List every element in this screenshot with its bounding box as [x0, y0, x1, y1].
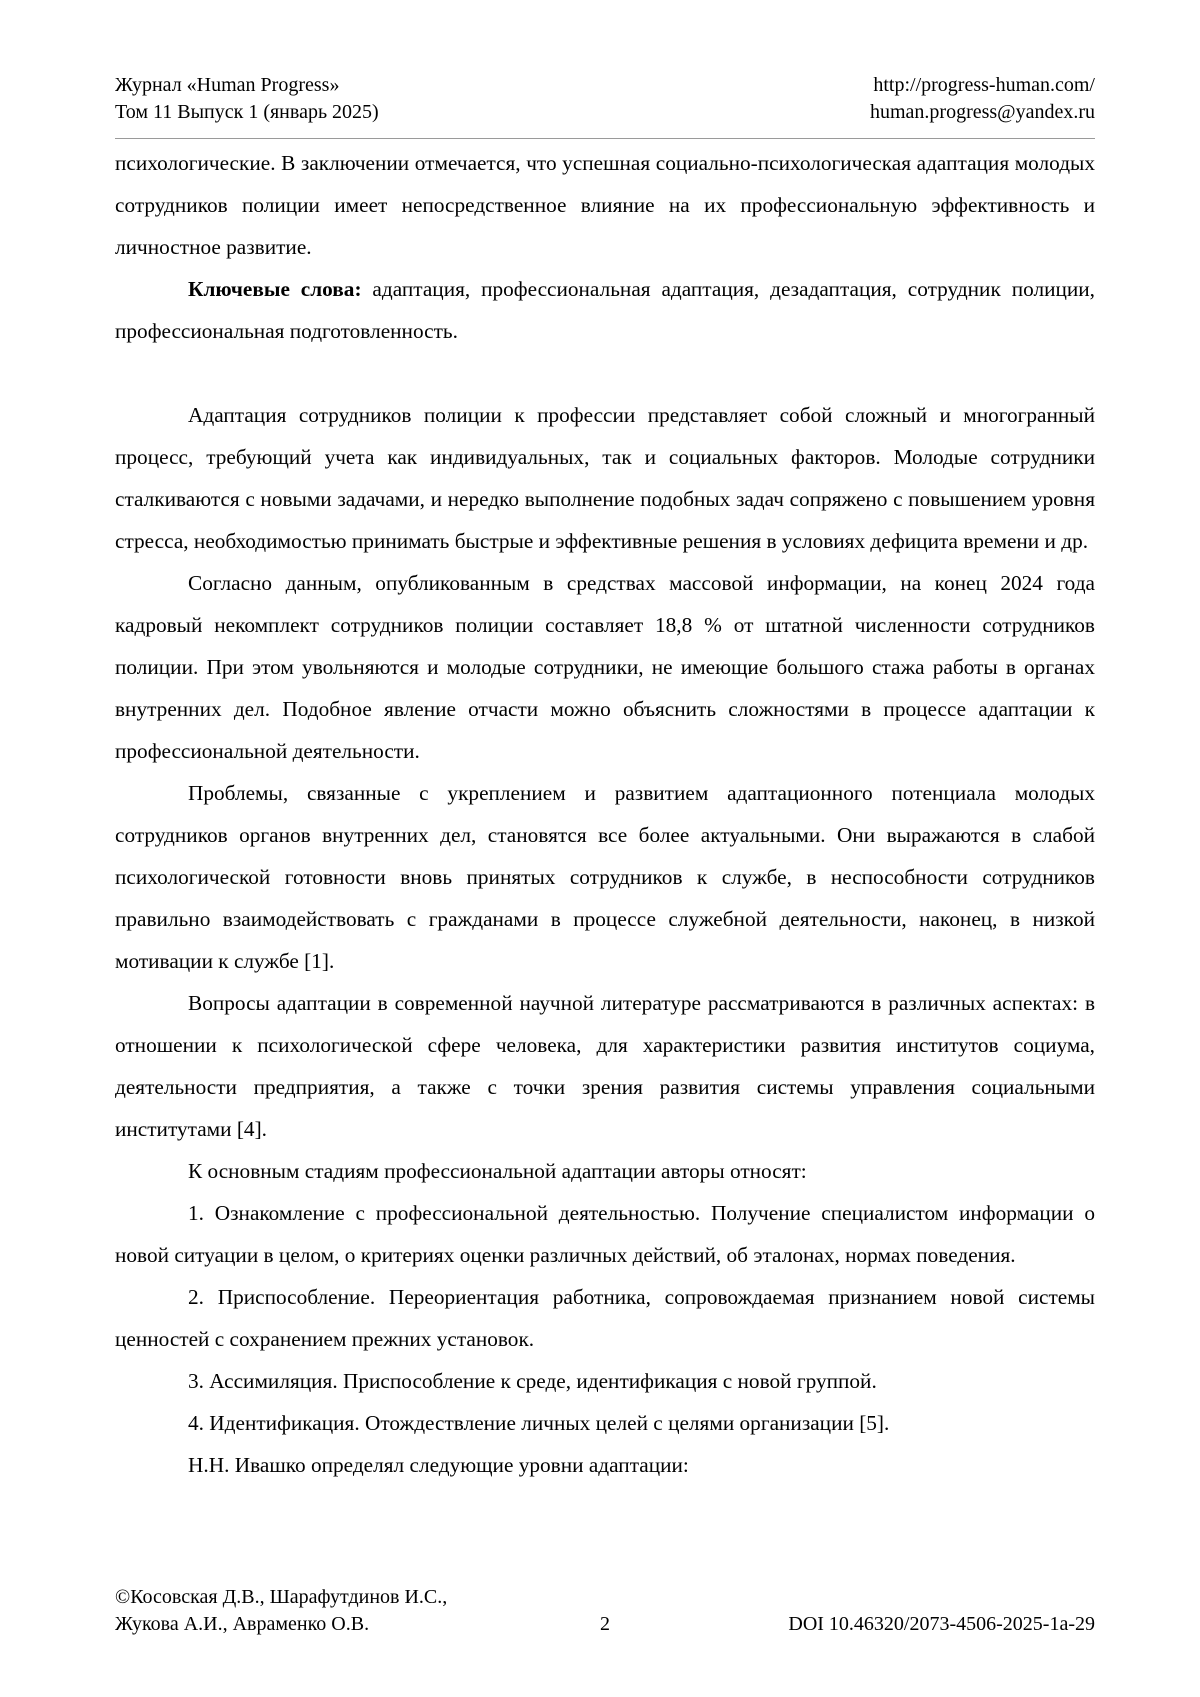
issue-info: Том 11 Выпуск 1 (январь 2025) [115, 101, 379, 123]
article-body [115, 142, 1095, 1486]
keywords-label: Ключевые слова: [188, 277, 362, 301]
header-left [115, 72, 379, 126]
page-number: 2 [600, 1613, 610, 1635]
journal-email[interactable]: human.progress@yandex.ru [869, 101, 1095, 123]
paragraph: К основным стадиям профессиональной адаптации авторы относят: [188, 1159, 807, 1183]
journal-url[interactable]: http://progress-human.com/ [873, 74, 1095, 96]
paragraph: Адаптация сотрудников полиции к профессии представляет собой сложный и многогранный процесс, требующий учета как индивидуальных, так и социальных факторов. Молодые сотрудники сталкиваются с новыми задачами, и нередко выполнение подобных задач сопряжено с повышением уровня стресса, необходимостью принимать быстрые и эффективные решения в условиях дефицита времени и др. [115, 403, 1095, 553]
header-right [870, 72, 1095, 126]
list-item: 3. Ассимиляция. Приспособление к среде, идентификация с новой группой. [188, 1369, 877, 1393]
list-item: 1. Ознакомление с профессиональной деятельностью. Получение специалистом информации о новой ситуации в целом, о критериях оценки различных действий, об эталонах, нормах поведения. [115, 1201, 1095, 1267]
paragraph: Н.Н. Ивашко определял следующие уровни адаптации: [188, 1453, 689, 1477]
keywords [115, 268, 1095, 352]
abstract-tail: психологические. В заключении отмечается, что успешная социально-психологическая адаптация молодых сотрудников полиции имеет непосредственное влияние на их профессиональную эффективность и личностное развитие. [115, 151, 1095, 259]
copyright-line: ©Косовская Д.В., Шарафутдинов И.С., [115, 1586, 448, 1608]
list-item: 2. Приспособление. Переориентация работника, сопровождаемая признанием новой системы ценностей с сохранением прежних установок. [115, 1285, 1095, 1351]
paragraph: Согласно данным, опубликованным в средствах массовой информации, на конец 2024 года кадровый некомплект сотрудников полиции составляет 18,8 % от штатной численности сотрудников полиции. При этом увольняются и молодые сотрудники, не имеющие большого стажа работы в органах внутренних дел. Подобное явление отчасти можно объяснить сложностями в процессе адаптации к профессиональной деятельности. [115, 571, 1095, 763]
paragraph: Проблемы, связанные с укреплением и развитием адаптационного потенциала молодых сотрудников органов внутренних дел, становятся все более актуальными. Они выражаются в слабой психологической готовности вновь принятых сотрудников к службе, в неспособности сотрудников правильно взаимодействовать с гражданами в процессе служебной деятельности, наконец, в низкой мотивации к службе [1]. [115, 781, 1095, 973]
header-divider [115, 138, 1095, 139]
doi: DOI 10.46320/2073-4506-2025-1а-29 [788, 1613, 1095, 1635]
paragraph: Вопросы адаптации в современной научной литературе рассматриваются в различных аспектах: в отношении к психологической сфере человека, для характеристики развития институтов социума, деятельности предприятия, а также с точки зрения развития системы управления социальными институтами [4]. [115, 991, 1095, 1141]
journal-name: Журнал «Human Progress» [115, 74, 340, 96]
copyright-line: Жукова А.И., Авраменко О.В. [115, 1613, 370, 1635]
keywords-text: адаптация, профессиональная адаптация, дезадаптация, сотрудник полиции, профессиональная подготовленность. [115, 277, 1095, 343]
list-item: 4. Идентификация. Отождествление личных целей с целями организации [5]. [188, 1411, 890, 1435]
